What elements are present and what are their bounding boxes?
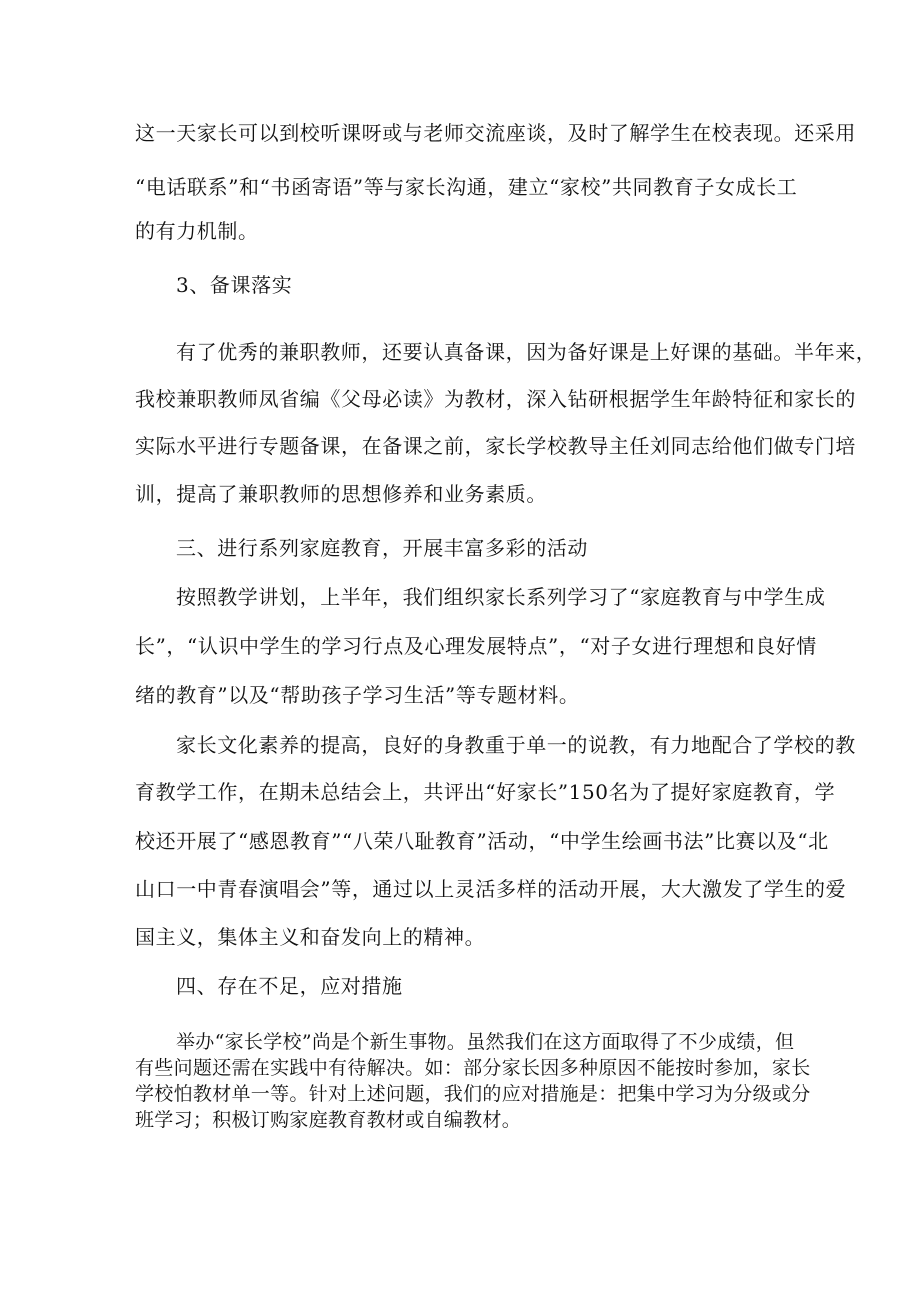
heading-section-4: 四、存在不足，应对措施 (176, 974, 403, 998)
paragraph-intro-line-3: 的有力机制。 (135, 219, 259, 243)
paragraph-lesson-prep-line-2: 我校兼职教师凤省编《父母必读》为教材，深入钻研根据学生年龄特征和家长的 (135, 387, 856, 411)
paragraph-intro-line-1: 这一天家长可以到校听课呀或与老师交流座谈，及时了解学生在校表现。还采用 (135, 121, 856, 145)
paragraph-shortcomings-line-2: 有些问题还需在实践中有待解决。如：部分家长因多种原因不能按时参加，家长 (135, 1057, 811, 1079)
paragraph-culture-line-2: 育教学工作，在期未总结会上，共评出“好家长”150名为了提好家庭教育，学 (135, 780, 836, 804)
heading-lesson-prep: 3、备课落实 (176, 273, 293, 297)
paragraph-culture-line-1: 家长文化素养的提高，良好的身教重于单一的说教，有力地配合了学校的教 (176, 733, 856, 757)
paragraph-lesson-prep-line-4: 训，提高了兼职教师的思想修养和业务素质。 (135, 482, 547, 506)
paragraph-culture-line-5: 国主义，集体主义和奋发向上的精神。 (135, 925, 486, 949)
paragraph-shortcomings-line-3: 学校怕教材单一等。针对上述问题，我们的应对措施是：把集中学习为分级或分 (135, 1083, 811, 1105)
paragraph-intro-line-2: “电话联系”和“书函寄语”等与家长沟通，建立“家校”共同教育子女成长工 (135, 175, 798, 199)
paragraph-plan-line-1: 按照教学讲划，上半年，我们组织家长系列学习了“家庭教育与中学生成 (176, 585, 826, 609)
paragraph-shortcomings-line-1: 举办“家长学校”尚是个新生事物。虽然我们在这方面取得了不少成绩，但 (176, 1031, 795, 1053)
paragraph-culture-line-4: 山口一中青春演唱会”等，通过以上灵活多样的活动开展，大大激发了学生的爱 (135, 877, 847, 901)
paragraph-lesson-prep-line-1: 有了优秀的兼职教师，还要认真备课，因为备好课是上好课的基础。半年来， (176, 340, 877, 364)
paragraph-shortcomings-line-4: 班学习；积极订购家庭教育教材或自编教材。 (135, 1109, 522, 1131)
paragraph-plan-line-3: 绪的教育”以及“帮助孩子学习生活”等专题材料。 (135, 683, 580, 707)
paragraph-plan-line-2: 长”，“认识中学生的学习行点及心理发展特点”，“对子女进行理想和良好情 (135, 634, 817, 658)
paragraph-lesson-prep-line-3: 实际水平进行专题备课，在备课之前，家长学校教导主任刘同志给他们做专门培 (135, 434, 856, 458)
heading-section-3: 三、进行系列家庭教育，开展丰富多彩的活动 (176, 536, 588, 560)
paragraph-culture-line-3: 校还开展了“感恩教育”“八荣八耻教育”活动，“中学生绘画书法”比赛以及“北 (135, 829, 829, 853)
